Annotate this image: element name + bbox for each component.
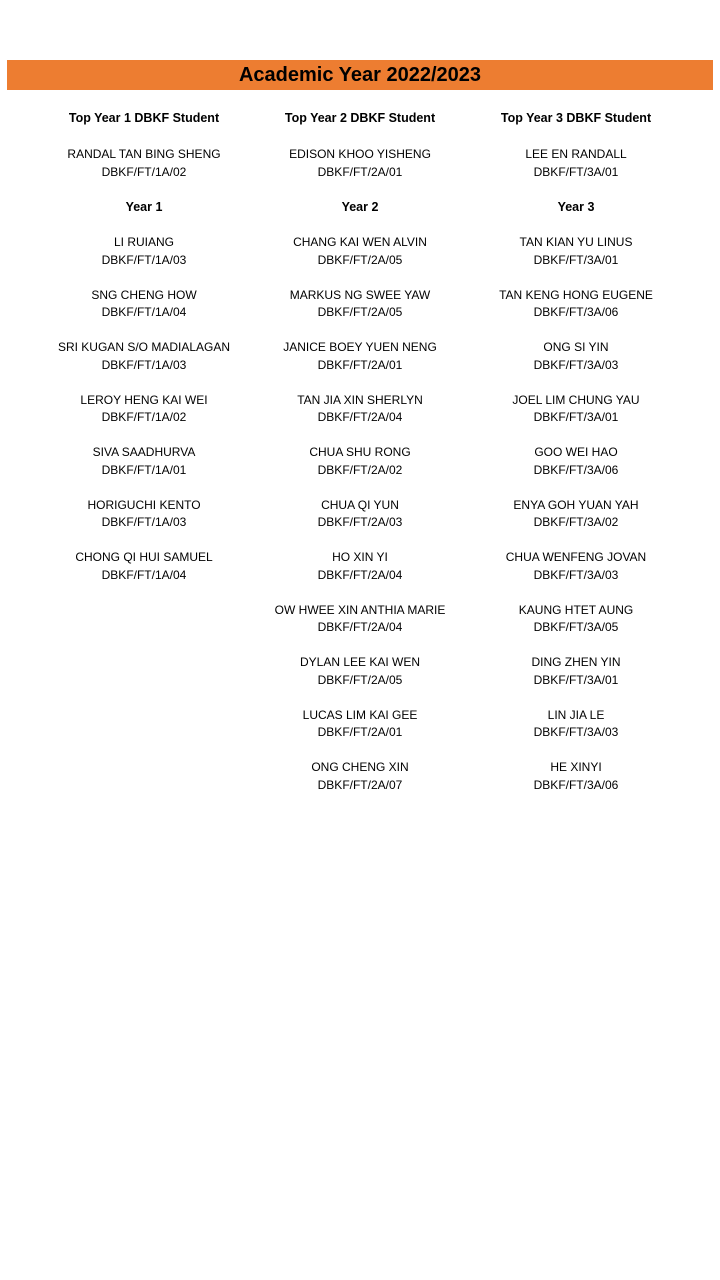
page-title: Academic Year 2022/2023 xyxy=(238,63,482,86)
student-class-code: DBKF/FT/2A/05 xyxy=(317,305,403,319)
student-class-code: DBKF/FT/1A/04 xyxy=(101,567,187,582)
student-class-code: DBKF/FT/2A/02 xyxy=(317,462,403,477)
top-student-entry xyxy=(36,146,252,181)
student-entry xyxy=(36,444,252,479)
student-class-code: DBKF/FT/3A/06 xyxy=(533,777,619,792)
student-entry xyxy=(468,497,684,532)
student-name: HORIGUCHI KENTO xyxy=(87,497,201,512)
student-class-code: DBKF/FT/3A/05 xyxy=(533,620,619,634)
student-class-code: DBKF/FT/1A/02 xyxy=(101,164,187,179)
student-entry xyxy=(468,287,684,322)
student-class-code: DBKF/FT/2A/04 xyxy=(317,410,403,424)
student-name: KAUNG HTET AUNG xyxy=(518,602,634,617)
student-entry xyxy=(36,339,252,374)
top-student-heading: Top Year 3 DBKF Student xyxy=(500,111,652,125)
student-name: HO XIN YI xyxy=(332,550,388,564)
student-class-code: DBKF/FT/3A/01 xyxy=(533,672,619,687)
student-class-code: DBKF/FT/2A/07 xyxy=(317,777,403,792)
student-name: DYLAN LEE KAI WEN xyxy=(299,655,421,669)
student-name: ONG CHENG XIN xyxy=(311,760,409,774)
student-entry xyxy=(468,444,684,479)
student-name: MARKUS NG SWEE YAW xyxy=(289,287,431,302)
student-name: TAN JIA XIN SHERLYN xyxy=(297,392,423,407)
student-entry xyxy=(36,392,252,427)
student-name: LUCAS LIM KAI GEE xyxy=(302,707,418,722)
student-entry xyxy=(36,497,252,532)
student-entry xyxy=(252,287,468,322)
student-name: TAN KENG HONG EUGENE xyxy=(499,287,653,302)
student-name: JOEL LIM CHUNG YAU xyxy=(512,392,640,407)
student-class-code: DBKF/FT/2A/04 xyxy=(317,567,403,582)
student-entry xyxy=(252,392,468,427)
student-class-code: DBKF/FT/1A/03 xyxy=(101,252,187,267)
student-class-code: DBKF/FT/2A/05 xyxy=(317,252,403,267)
student-entry xyxy=(252,549,468,584)
student-class-code: DBKF/FT/2A/01 xyxy=(317,357,403,372)
top-student-entry xyxy=(252,146,468,181)
student-name: ONG SI YIN xyxy=(543,340,609,354)
student-class-code: DBKF/FT/3A/03 xyxy=(533,567,619,582)
student-name: LIN JIA LE xyxy=(547,707,605,722)
student-class-code: DBKF/FT/1A/01 xyxy=(101,462,187,477)
student-class-code: DBKF/FT/3A/06 xyxy=(533,305,619,319)
student-class-code: DBKF/FT/3A/03 xyxy=(533,357,619,372)
title-banner xyxy=(7,60,713,90)
student-name: EDISON KHOO YISHENG xyxy=(289,147,431,161)
student-class-code: DBKF/FT/3A/01 xyxy=(533,164,619,179)
student-name: RANDAL TAN BING SHENG xyxy=(67,147,221,161)
student-entry xyxy=(468,759,684,794)
student-entry xyxy=(468,392,684,427)
student-name: HE XINYI xyxy=(550,760,602,774)
student-name: DING ZHEN YIN xyxy=(531,655,621,669)
student-entry xyxy=(252,339,468,374)
top-student-entry xyxy=(468,146,684,181)
student-name: SNG CHENG HOW xyxy=(91,287,197,302)
student-class-code: DBKF/FT/2A/01 xyxy=(317,164,403,179)
student-entry xyxy=(252,707,468,742)
student-name: SIVA SAADHURVA xyxy=(92,445,196,459)
student-entry xyxy=(36,549,252,584)
student-name: OW HWEE XIN ANTHIA MARIE xyxy=(274,602,446,617)
student-class-code: DBKF/FT/3A/01 xyxy=(533,410,619,424)
student-name: SRI KUGAN S/O MADIALAGAN xyxy=(57,340,231,354)
student-entry xyxy=(252,497,468,532)
student-entry xyxy=(468,602,684,637)
student-class-code: DBKF/FT/2A/01 xyxy=(317,725,403,739)
student-entry xyxy=(252,654,468,689)
student-entry xyxy=(252,444,468,479)
student-class-code: DBKF/FT/1A/03 xyxy=(101,515,187,529)
student-name: LI RUIANG xyxy=(113,235,174,249)
top-student-heading: Top Year 2 DBKF Student xyxy=(284,111,436,125)
student-name: JANICE BOEY YUEN NENG xyxy=(283,340,437,354)
student-class-code: DBKF/FT/3A/02 xyxy=(533,515,619,529)
student-name: CHUA WENFENG JOVAN xyxy=(505,550,647,564)
top-student-heading: Top Year 1 DBKF Student xyxy=(68,111,220,125)
student-class-code: DBKF/FT/2A/03 xyxy=(317,515,403,529)
student-name: CHONG QI HUI SAMUEL xyxy=(75,550,213,564)
year-heading: Year 3 xyxy=(557,200,595,214)
student-entry xyxy=(468,234,684,269)
student-entry xyxy=(468,707,684,742)
student-name: LEE EN RANDALL xyxy=(525,147,627,161)
student-class-code: DBKF/FT/2A/05 xyxy=(317,672,403,687)
student-class-code: DBKF/FT/1A/04 xyxy=(101,305,187,319)
student-name: CHANG KAI WEN ALVIN xyxy=(293,235,427,249)
student-entry xyxy=(468,549,684,584)
year-heading: Year 1 xyxy=(125,200,163,214)
student-name: CHUA QI YUN xyxy=(321,497,399,512)
student-class-code: DBKF/FT/3A/01 xyxy=(533,252,619,267)
student-entry xyxy=(36,234,252,269)
year-heading: Year 2 xyxy=(341,200,379,214)
student-entry xyxy=(252,759,468,794)
student-name: LEROY HENG KAI WEI xyxy=(80,392,208,407)
student-name: ENYA GOH YUAN YAH xyxy=(513,497,639,512)
student-class-code: DBKF/FT/3A/03 xyxy=(533,725,619,739)
student-entry xyxy=(468,654,684,689)
student-name: GOO WEI HAO xyxy=(534,445,618,459)
student-class-code: DBKF/FT/3A/06 xyxy=(533,462,619,477)
student-class-code: DBKF/FT/2A/04 xyxy=(317,620,403,634)
student-entry xyxy=(252,602,468,637)
student-name: CHUA SHU RONG xyxy=(309,445,411,459)
student-entry xyxy=(252,234,468,269)
student-entry xyxy=(468,339,684,374)
student-name: TAN KIAN YU LINUS xyxy=(519,235,633,249)
student-class-code: DBKF/FT/1A/03 xyxy=(101,357,187,372)
student-class-code: DBKF/FT/1A/02 xyxy=(101,410,187,424)
student-entry xyxy=(36,287,252,322)
